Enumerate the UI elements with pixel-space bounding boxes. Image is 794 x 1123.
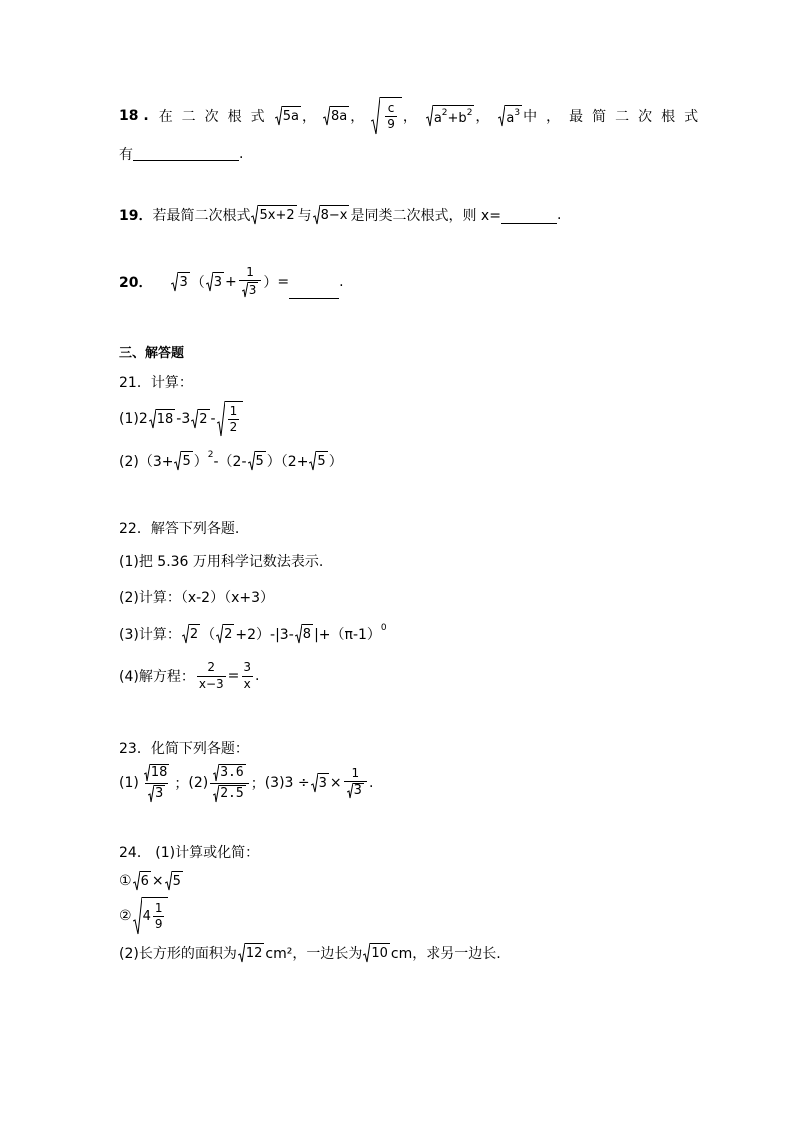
q18-text3: 有 (119, 147, 133, 163)
q18-sep3: ， (402, 109, 417, 125)
q18-radical-c-over-9: $\frac{c}{9}$ (371, 97, 402, 135)
q24-part2: (2)长方形的面积为 12 cm²，一边长为 10 cm，求另一边长. (119, 942, 501, 964)
q19-text1: 若最简二次根式 (152, 208, 251, 224)
q18-radical-8a: 8a (323, 106, 349, 126)
q20-radical-1: 3 (171, 272, 189, 292)
q21-p1-radical-half: $\frac{1}{2}$ (217, 401, 244, 437)
q21-p1-radical-2: 2 (191, 409, 209, 429)
q23-title: 23．化简下列各题： (119, 741, 249, 757)
q23-parts: (1) $\frac{18}{3}$ ； (2) $\frac{3.6}{2.5}$ ； (3)3 ÷ 3 × $\frac{1}{3}$ . (119, 764, 374, 801)
q20-fraction: $\frac{1}{3}$ (239, 266, 262, 298)
q18-sep1: ， (301, 109, 316, 125)
q22-part3: (3)计算： 2 （ 2 +2）-|3- 8 |+（π-1） 0 (119, 623, 387, 643)
q21-part1: (1)2 18 -3 2 - $\frac{1}{2}$ (119, 400, 244, 438)
q24-title: 24． (1)计算或化简： (119, 845, 260, 861)
q19-text3: 是同类二次根式，则 x= (350, 208, 501, 224)
q19-radical-1: 5x+2 (251, 205, 296, 225)
q18-line2: 有 . (119, 146, 244, 163)
q18-radical-a2-plus-b2: a 2 +b 2 (426, 105, 475, 127)
q22-part1: (1)把 5.36 万用科学记数法表示. (119, 554, 324, 570)
q19-answer-blank[interactable] (501, 222, 557, 224)
q20-number: 20． (119, 275, 153, 291)
q20-answer-blank[interactable] (289, 297, 339, 299)
q18-text1: 在二次根式 (158, 109, 274, 125)
q19-radical-2: 8−x (313, 205, 350, 225)
q19-line: 19． 若最简二次根式 5x+2 与 8−x 是同类二次根式，则 x= . (119, 207, 562, 224)
q18-line1 (119, 100, 707, 132)
q24-item1: ① 6 × 5 (119, 873, 181, 889)
q18-text2: 中，最简二次根式 (523, 109, 708, 125)
q24-item2: ② 4 $\frac{1}{9}$ (119, 896, 169, 936)
q18-radical-5a: 5a (275, 106, 301, 126)
q18-sep2: ， (350, 109, 365, 125)
q18-number: 18 . (119, 108, 149, 124)
q22-part2: (2)计算：（x-2）（x+3） (119, 590, 274, 606)
q19-number: 19． (119, 208, 153, 224)
q22-part4: (4)解方程： $\frac{2}{x-3}$ = $\frac{3}{x}$ . (119, 660, 260, 691)
q21-part2: (2)（3+ 5 ） 2 -（2- 5 ）（2+ 5 ） (119, 450, 343, 470)
q20-radical-2: 3 (206, 272, 224, 292)
q22-title: 22．解答下列各题. (119, 521, 240, 537)
section-title: 三、解答题 (119, 346, 185, 361)
q21-title: 21．计算： (119, 375, 193, 391)
q18-sep4: ， (475, 109, 490, 125)
q18-answer-blank[interactable] (133, 159, 239, 161)
q18-radical-a3: a 3 (498, 105, 522, 127)
q20-line: 20． 3 （ 3 + $\frac{1}{3}$ ） = . (119, 264, 344, 297)
q21-p1-radical-1: 18 (149, 409, 176, 429)
